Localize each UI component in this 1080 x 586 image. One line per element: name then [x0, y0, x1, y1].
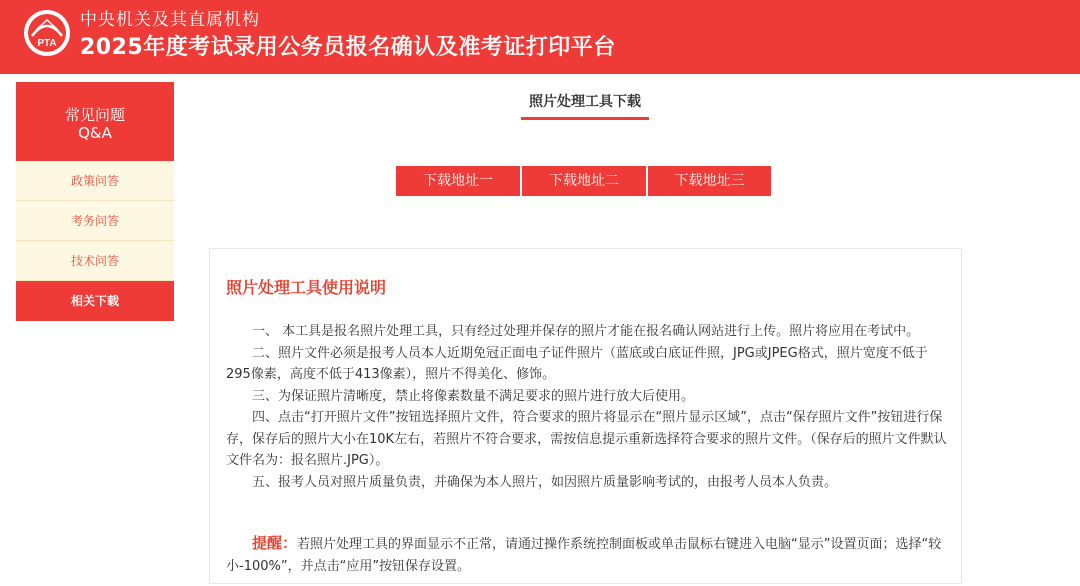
instructions-panel — [209, 248, 962, 584]
sidebar-item-downloads[interactable]: 相关下载 — [16, 281, 174, 321]
instruction-item-2: 二、照片文件必须是报考人员本人近期免冠正面电子证件照片（蓝底或白底证件照，JPG或JPEG格式，照片宽度不低于295像素，高度不低于413像素），照片不得美化、修饰。 — [226, 345, 928, 382]
logo-text: PTA — [37, 38, 57, 49]
download-link-1-button[interactable]: 下载地址一 — [396, 166, 520, 196]
instruction-item-1: 一、 本工具是报名照片处理工具，只有经过处理并保存的照片才能在报名确认网站进行上传。照片将应用在考试中。 — [252, 324, 920, 339]
download-link-3-button[interactable]: 下载地址三 — [648, 166, 771, 196]
org-name: 中央机关及其直属机构 — [80, 10, 260, 30]
sidebar-title-en: Q&A — [78, 124, 112, 142]
reminder-note — [226, 533, 951, 577]
reminder-text: 若照片处理工具的界面显示不正常，请通过操作系统控制面板或单击鼠标右键进入电脑“显示”设置页面；选择“较小-100%”，并点击“应用”按钮保存设置。 — [226, 537, 942, 574]
title-underline — [521, 117, 649, 120]
page-title: 照片处理工具下载 — [529, 94, 641, 110]
instruction-item-4: 四、点击“打开照片文件”按钮选择照片文件，符合要求的照片将显示在“照片显示区域”，点击“保存照片文件”按钮进行保存，保存后的照片大小在10K左右，若照片不符合要求，需按信息提示重新选择符合要求的照片文件。（保存后的照片文件默认文件名为：报名照片.JPG）。 — [226, 410, 947, 468]
sidebar-item-policy-qa[interactable]: 政策问答 — [16, 161, 174, 201]
instructions-heading: 照片处理工具使用说明 — [226, 278, 387, 297]
instruction-item-5: 五、报考人员对照片质量负责，并确保为本人照片，如因照片质量影响考试的，由报考人员本人负责。 — [252, 474, 838, 490]
instruction-item-3: 三、为保证照片清晰度，禁止将像素数量不满足要求的照片进行放大后使用。 — [252, 388, 695, 404]
top-header — [0, 0, 1080, 74]
pta-logo — [22, 8, 72, 58]
sidebar-item-exam-qa[interactable]: 考务问答 — [16, 201, 174, 241]
sidebar — [16, 82, 174, 321]
reminder-label: 提醒： — [252, 534, 298, 552]
download-link-2-button[interactable]: 下载地址二 — [522, 166, 646, 196]
platform-title: 2025年度考试录用公务员报名确认及准考证打印平台 — [80, 35, 616, 60]
instructions-body — [226, 321, 951, 493]
sidebar-title-cn: 常见问题 — [64, 106, 125, 124]
sidebar-item-tech-qa[interactable]: 技术问答 — [16, 241, 174, 281]
